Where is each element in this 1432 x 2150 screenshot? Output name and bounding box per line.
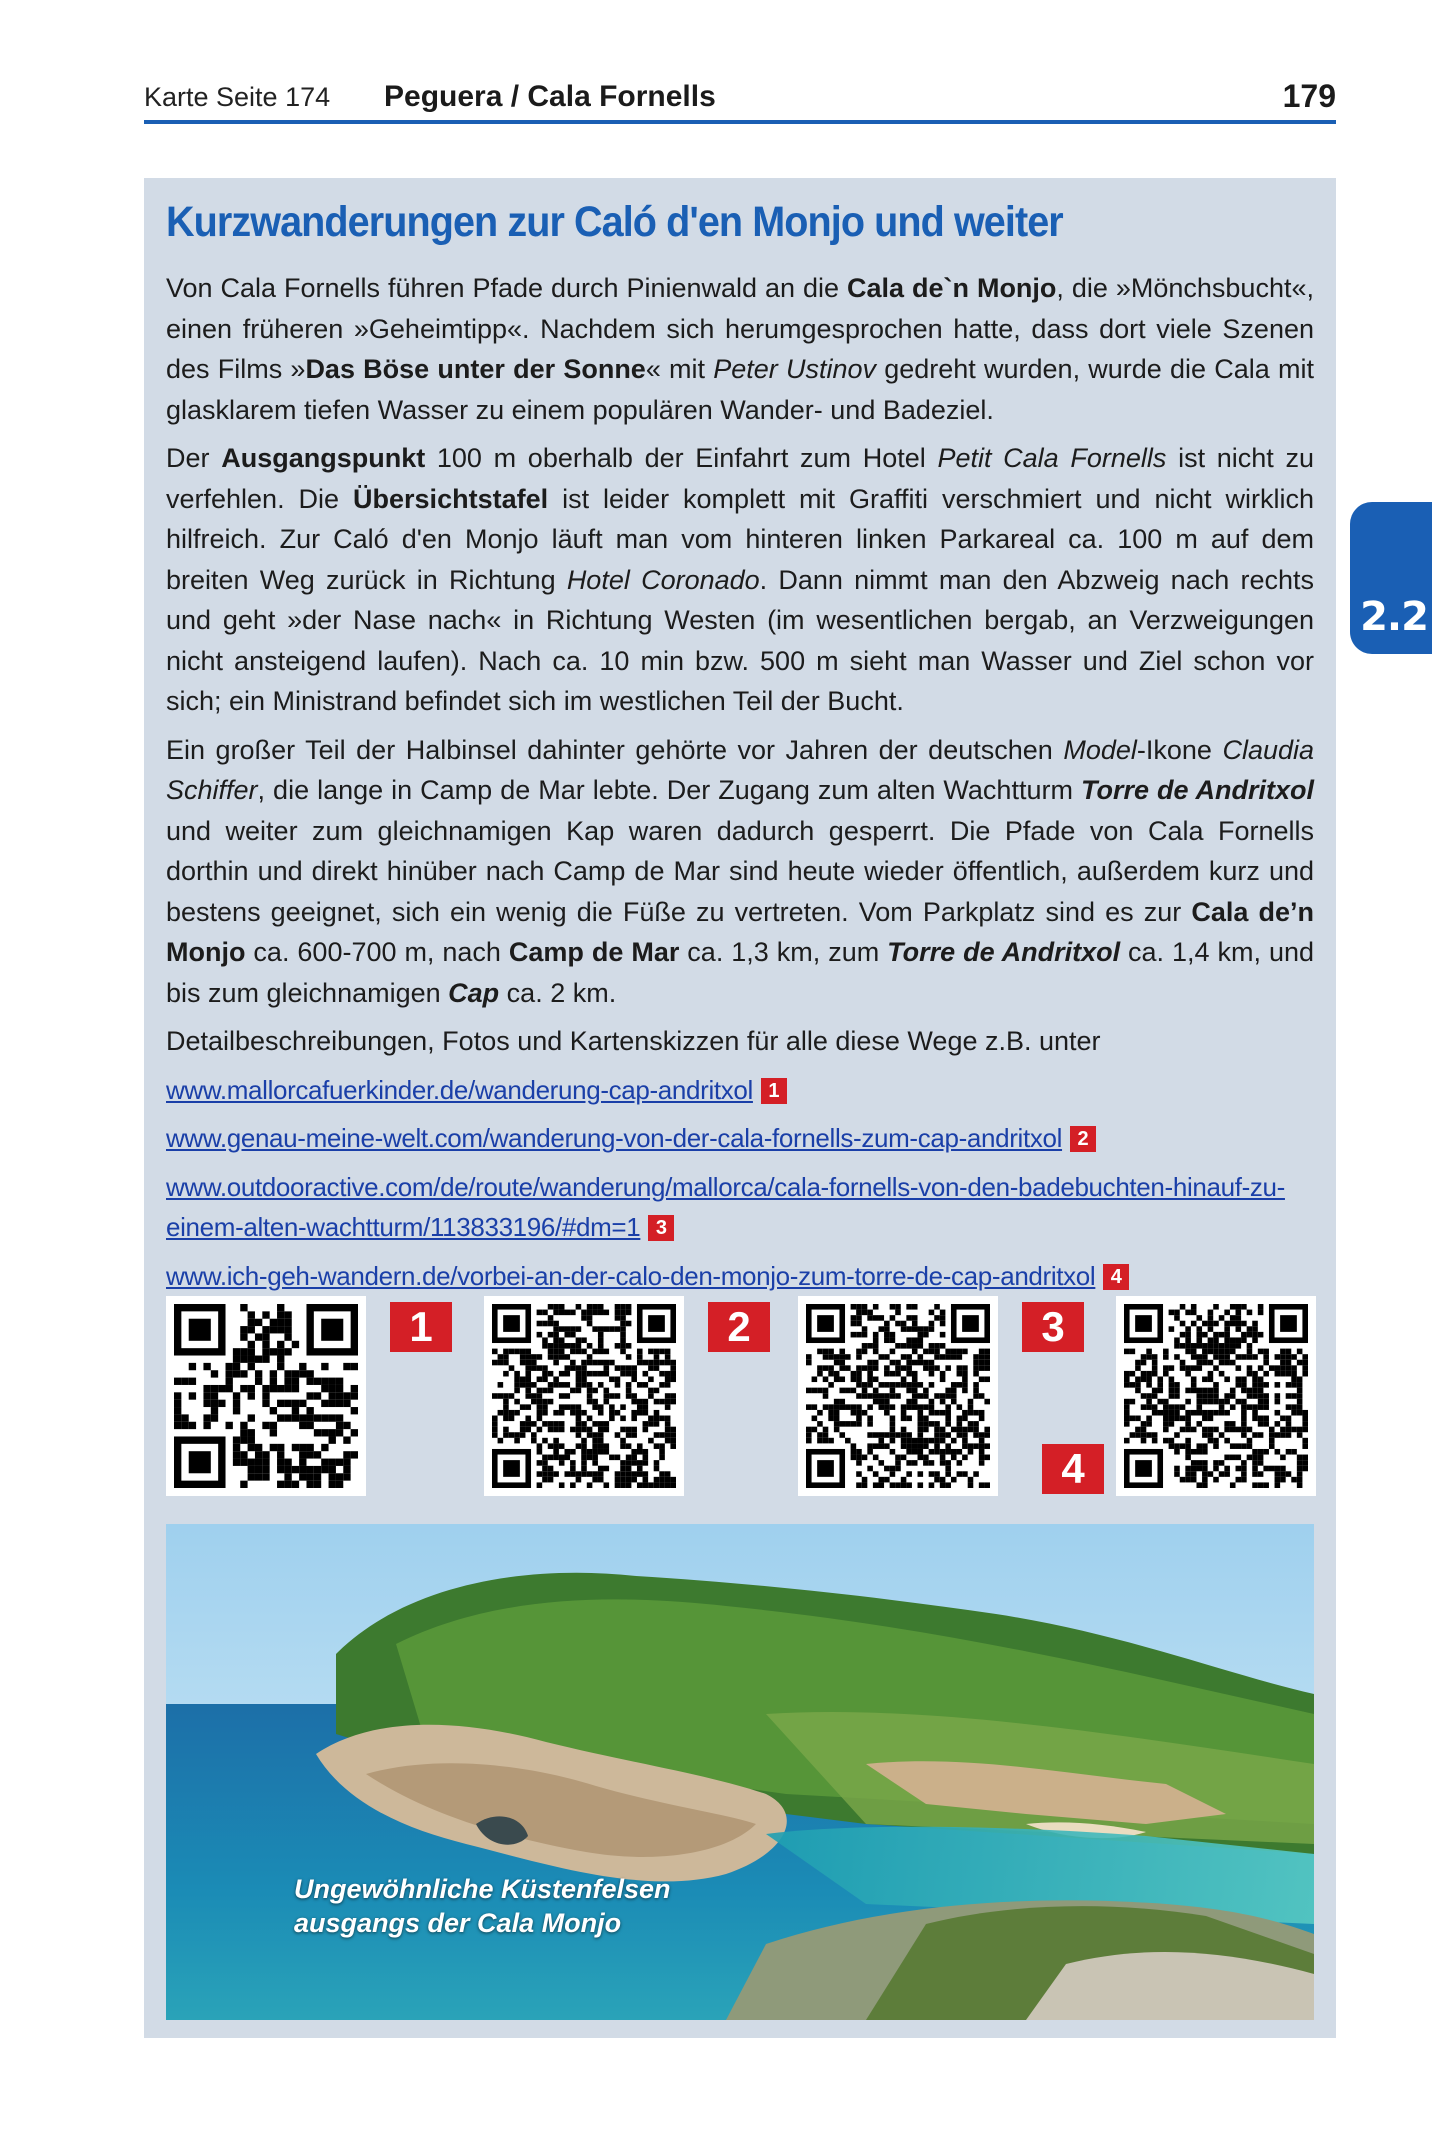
photo-caption-line-1: Ungewöhnliche Küstenfelsen: [294, 1874, 671, 1904]
chapter-tab-label: 2.2: [1360, 594, 1428, 640]
qr-badge-2: 2: [708, 1302, 770, 1352]
box-text: [166, 268, 1314, 1304]
box-title: Kurzwanderungen zur Caló d'en Monjo und weiter: [166, 198, 1063, 246]
link-4-line: [166, 1256, 1314, 1297]
link-1-number: 1: [761, 1078, 787, 1104]
page-number: 179: [1282, 78, 1336, 114]
photo-caption: [294, 1872, 671, 1940]
map-reference: Karte Seite 174: [144, 82, 331, 112]
link-3-line: [166, 1167, 1286, 1248]
paragraph-1: Von Cala Fornells führen Pfade durch Pinienwald an die Cala de`n Monjo, die »Mönchsbucht«, einen früheren »Geheimtipp«. Nachdem sich herumgesprochen hatte, dass dort viele Szenen des Films »Das Böse unter der Sonne« mit Peter Ustinov gedreht wurden, wurde die Cala mit glasklarem tiefen Wasser zu einem populären Wander- und Badeziel.: [166, 273, 1314, 425]
link-2-line: [166, 1118, 1314, 1159]
info-box: [144, 178, 1336, 2038]
link-3[interactable]: www.outdooractive.com/de/route/wanderung/mallorca/cala-fornells-von-den-badebuchten-hinauf-zu-einem-alten-wachtturm/113833196/#dm=1: [166, 1171, 1285, 1242]
chapter-tab: [1350, 502, 1432, 654]
qr-code-4-pattern: [1124, 1304, 1308, 1488]
link-4[interactable]: www.ich-geh-wandern.de/vorbei-an-der-calo-den-monjo-zum-torre-de-cap-andritxol: [166, 1260, 1096, 1291]
link-3-number: 3: [648, 1215, 674, 1241]
link-2[interactable]: www.genau-meine-welt.com/wanderung-von-der-cala-fornells-zum-cap-andritxol: [166, 1123, 1063, 1153]
paragraph-4: Detailbeschreibungen, Fotos und Kartenskizzen für alle diese Wege z.B. unter: [166, 1026, 1101, 1056]
header-rule: [144, 120, 1336, 124]
paragraph-2: Der Ausgangspunkt 100 m oberhalb der Einfahrt zum Hotel Petit Cala Fornells ist nicht zu verfehlen. Die Übersichtstafel ist leider komplett mit Graffiti verschmiert und nicht wirklich hilfreich. Zur Caló d'en Monjo läuft man vom hinteren linken Parkareal ca. 100 m auf dem breiten Weg zurück in Richtung Hotel Coronado. Dann nimmt man den Abzweig nach rechts und geht »der Nase nach« in Richtung Westen (im wesentlichen bergab, an Verzweigungen nicht ansteigend laufen). Nach ca. 10 min bzw. 500 m sieht man Wasser und Ziel schon vor sich; ein Ministrand befindet sich im westlichen Teil der Bucht.: [166, 443, 1315, 716]
qr-code-2[interactable]: [484, 1296, 684, 1496]
qr-badge-4: 4: [1042, 1444, 1104, 1494]
photo-caption-line-2: ausgangs der Cala Monjo: [294, 1908, 622, 1938]
section-title: Peguera / Cala Fornells: [384, 80, 716, 113]
qr-code-3[interactable]: [798, 1296, 998, 1496]
running-header: [144, 78, 1336, 120]
qr-code-row: [166, 1296, 1316, 1506]
qr-code-2-pattern: [492, 1304, 676, 1488]
qr-code-1[interactable]: [166, 1296, 366, 1496]
qr-code-3-pattern: [806, 1304, 990, 1488]
qr-code-4[interactable]: [1116, 1296, 1316, 1496]
link-2-number: 2: [1070, 1126, 1096, 1152]
qr-badge-3: 3: [1022, 1302, 1084, 1352]
link-1[interactable]: www.mallorcafuerkinder.de/wanderung-cap-andritxol: [166, 1074, 753, 1105]
link-4-number: 4: [1103, 1264, 1129, 1290]
link-1-line: [166, 1070, 1314, 1111]
paragraph-3: Ein großer Teil der Halbinsel dahinter gehörte vor Jahren der deutschen Model-Ikone Claudia Schiffer, die lange in Camp de Mar lebte. Der Zugang zum alten Wachtturm Torre de Andritxol und weiter zum gleichnamigen Kap waren dadurch gesperrt. Die Pfade von Cala Fornells dorthin und direkt hinüber nach Camp de Mar sind heute wieder öffentlich, außerdem kurz und bestens geeignet, sich ein wenig die Füße zu vertreten. Vom Parkplatz sind es zur Cala de’n Monjo ca. 600-700 m, nach Camp de Mar ca. 1,3 km, zum Torre de Andritxol ca. 1,4 km, und bis zum gleichnamigen Cap ca. 2 km.: [166, 734, 1315, 1008]
coast-photo: [166, 1524, 1314, 2020]
qr-code-1-pattern: [174, 1304, 358, 1488]
qr-badge-1: 1: [390, 1302, 452, 1352]
coast-photo-image: [166, 1524, 1314, 2020]
